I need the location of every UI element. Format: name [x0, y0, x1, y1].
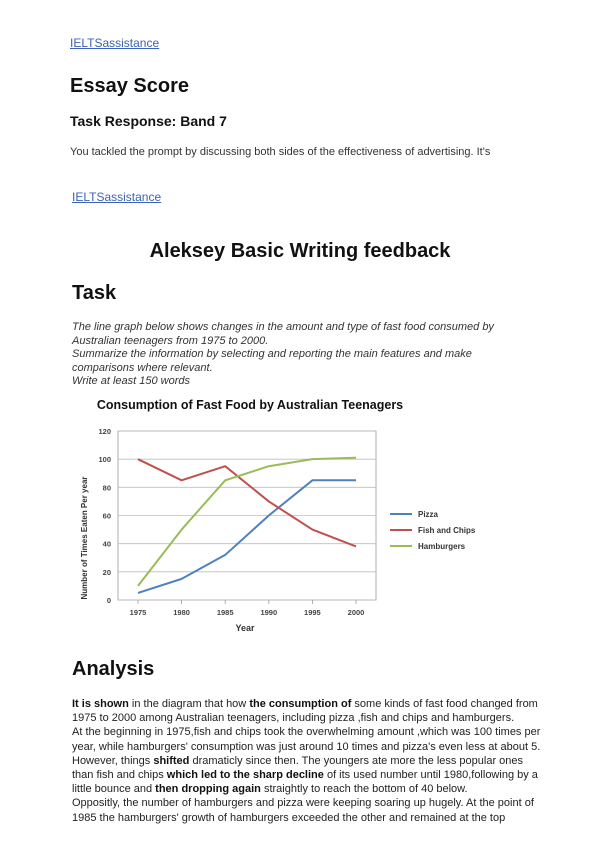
x-tick-label: 1985 [216, 608, 234, 617]
analysis-text: of its used number until 1980,following by a little bounce and [72, 769, 538, 796]
analysis-text: Oppositly, the number of hamburgers and pizza were keeping soaring up hugely. At the point of 1985 the hamburgers' growth of hamburgers exceeded the other and remained at the top [72, 797, 534, 824]
ieltsassistance-link-top[interactable]: IELTSassistance [70, 36, 160, 50]
analysis-paragraph [72, 754, 542, 797]
task-response-subtitle: Task Response: Band 7 [70, 113, 227, 129]
score-excerpt: You tackled the prompt by discussing both sides of the effectiveness of advertising. It's [70, 146, 491, 158]
y-tick-label: 80 [102, 483, 111, 493]
fast-food-line-chart [70, 390, 490, 640]
y-tick-label: 60 [102, 511, 111, 521]
x-tick-label: 2000 [347, 608, 365, 617]
analysis-text: At the beginning in 1975,fish and chips took the overwhelming amount ,which was 100 times per year, while hamburgers' consumption was just around 10 times and pizza's even less at about 5. [72, 726, 541, 753]
essay-score-title: Essay Score [70, 75, 189, 97]
analysis-bold-phrase: the consumption of [249, 698, 352, 710]
analysis-text: dramaticly since then. The youngers ate more the less popular ones than fish and chips [72, 754, 524, 782]
y-tick-label: 100 [98, 455, 111, 465]
x-tick-label: 1995 [304, 608, 321, 617]
task-line: Write at least 150 words [72, 375, 190, 387]
analysis-bold-phrase: then dropping again [155, 783, 261, 796]
x-tick-label: 1980 [173, 608, 190, 617]
y-tick-label: 20 [102, 567, 111, 577]
legend-label: Hamburgers [418, 542, 466, 551]
analysis-bold-phrase: shifted [153, 754, 190, 767]
task-prompt [72, 321, 542, 389]
analysis-body [72, 697, 542, 825]
analysis-paragraph [72, 725, 542, 753]
task-line: comparisons where relevant. [72, 361, 213, 374]
y-tick-label: 40 [102, 539, 111, 549]
chart-title: Consumption of Fast Food by Australian Teenagers [96, 398, 404, 412]
series-line-pizza [138, 480, 356, 593]
x-tick-label: 1975 [129, 608, 147, 617]
y-tick-label: 120 [98, 427, 111, 436]
analysis-text: However, things [72, 754, 154, 767]
analysis-paragraph [72, 697, 542, 725]
analysis-paragraph [72, 796, 542, 824]
task-line: Australian teenagers from 1975 to 2000. [72, 334, 269, 347]
task-heading: Task [72, 282, 117, 304]
analysis-text: straightly to reach the bottom of 40 below. [260, 783, 468, 796]
y-axis-label: Number of Times Eaten Per year [80, 476, 89, 600]
analysis-heading: Analysis [72, 658, 155, 680]
page-title: Aleksey Basic Writing feedback [149, 240, 451, 262]
x-axis-label: Year [235, 623, 255, 633]
task-line: Summarize the information by selecting and reporting the main features and make [72, 348, 472, 360]
legend-label: Fish and Chips [418, 526, 476, 535]
task-line: The line graph below shows changes in the amount and type of fast food consumed by [72, 321, 494, 333]
series-line-hamburgers [138, 458, 356, 586]
analysis-text: some kinds of fast food changed from 1975 to 2000 among Australian teenagers, including pizza ,fish and chips and hamburgers. [72, 698, 538, 725]
ieltsassistance-link-second[interactable]: IELTSassistance [72, 190, 162, 204]
y-tick-label: 0 [106, 596, 111, 605]
legend-label: Pizza [418, 510, 439, 519]
analysis-text: in the diagram that how [128, 698, 250, 710]
x-tick-label: 1990 [260, 608, 278, 617]
analysis-bold-phrase: which led to the sharp decline [166, 769, 324, 782]
analysis-bold-phrase: It is shown [72, 698, 129, 710]
